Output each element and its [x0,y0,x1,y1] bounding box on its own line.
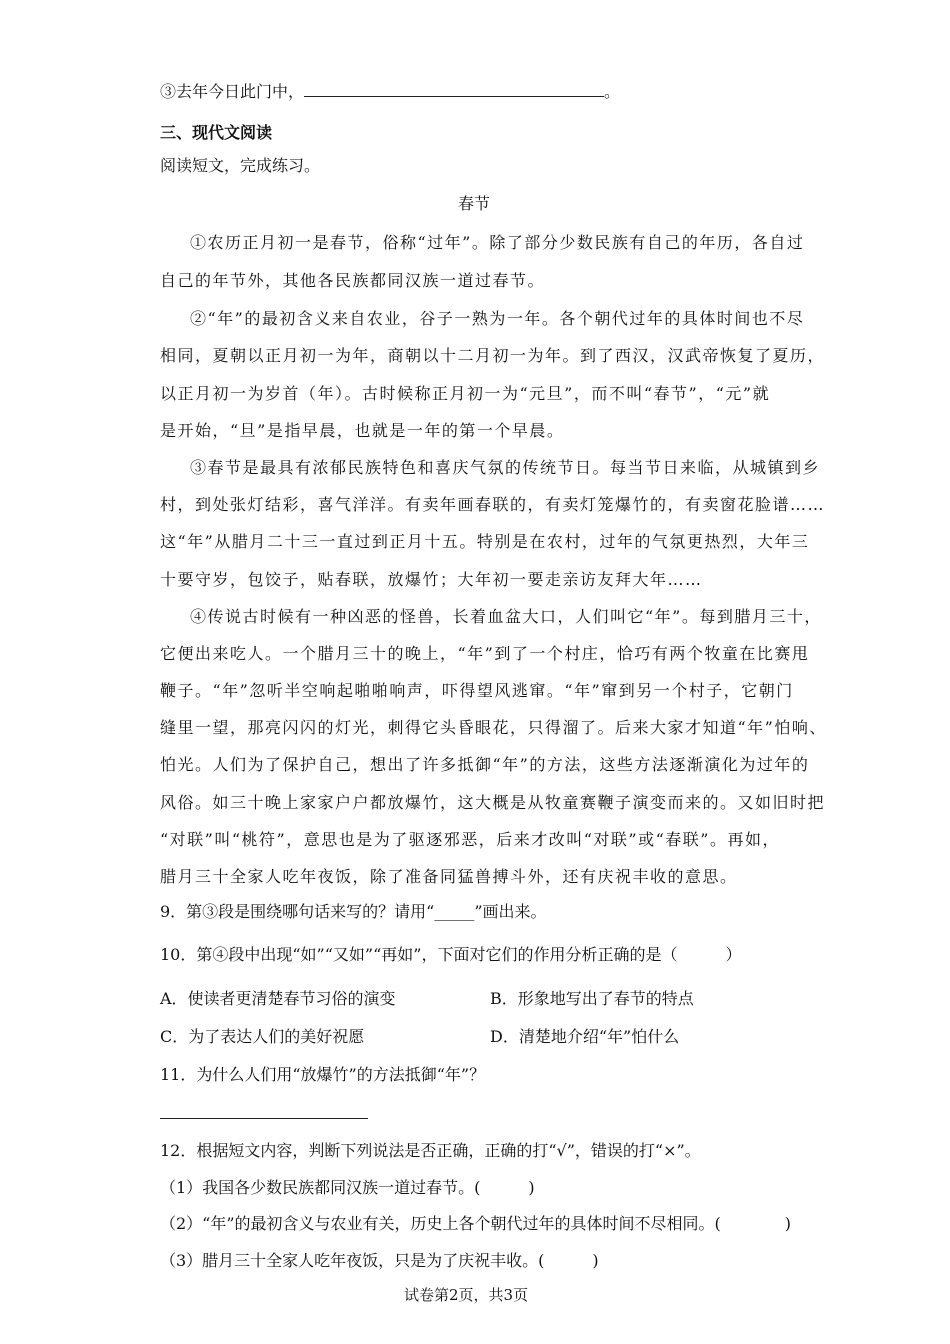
page-footer: 试卷第2页，共3页 [404,1286,529,1304]
article-line: 以正月初一为岁首（年）。古时候称正月初一为“元旦”，而不叫“春节”，“元”就 [160,384,771,403]
article-line: ①农历正月初一是春节，俗称“过年”。除了部分少数民族有自己的年历，各自过 [190,233,805,252]
article-line: “对联”叫“桃符”，意思也是为了驱逐邪恶，后来才改叫“对联”或“春联”。再如， [160,830,780,849]
option-c[interactable]: C．为了表达人们的美好祝愿 [160,1027,365,1046]
article-line: ②“年”的最初含义来自农业，谷子一熟为一年。各个朝代过年的具体时间也不尽 [190,309,805,328]
answer-line[interactable] [160,1118,368,1119]
article-line: 村，到处张灯结彩，喜气洋洋。有卖年画春联的，有卖灯笼爆竹的，有卖窗花脸谱…… [160,495,826,514]
question-11: 11．为什么人们用“放爆竹”的方法抵御“年”？ [160,1065,486,1084]
question-12: 12．根据短文内容，判断下列说法是否正确，正确的打“√”，错误的打“×”。 [160,1141,701,1160]
section-heading: 三、现代文阅读 [160,123,273,142]
judgement-item[interactable]: （2）“年”的最初含义与农业有关，历史上各个朝代过年的具体时间不尽相同。( ) [160,1214,792,1233]
section-instruction: 阅读短文，完成练习。 [160,156,321,175]
article-line: 是开始，“旦”是指早晨，也就是一年的第一个早晨。 [160,421,565,440]
article-line: ③春节是最具有浓郁民族特色和喜庆气氛的传统节日。每当节日来临，从城镇到乡 [190,458,821,477]
option-b[interactable]: B．形象地写出了春节的特点 [490,989,694,1008]
option-a[interactable]: A．使读者更清楚春节习俗的演变 [160,989,396,1008]
article-line: 腊月三十全家人吃年夜饭，除了准备同猛兽搏斗外，还有庆祝丰收的意思。 [160,867,738,886]
article-line: 它便出来吃人。一个腊月三十的晚上，“年”到了一个村庄，恰巧有两个牧童在比赛甩 [160,644,810,663]
question-3-suffix: 。 [604,82,621,101]
judgement-item[interactable]: （3）腊月三十全家人吃年夜饭，只是为了庆祝丰收。( ) [160,1251,599,1270]
article-line: ④传说古时候有一种凶恶的怪兽，长着血盆大口，人们叫它“年”。每到腊月三十， [190,607,822,626]
judgement-item[interactable]: （1）我国各少数民族都同汉族一道过春节。( ) [160,1178,535,1197]
article-line: 鞭子。“年”忽听半空响起啪啪响声，吓得望风逃窜。“年”窜到另一个村子，它朝门 [160,681,794,700]
article-line: 怕光。人们为了保护自己，想出了许多抵御“年”的方法，这些方法逐渐演化为过年的 [160,755,810,774]
answer-blank[interactable] [304,82,604,97]
article-title: 春节 [458,194,491,213]
article-line: 十要守岁，包饺子，贴春联，放爆竹；大年初一要走亲访友拜大年…… [160,570,703,589]
article-line: 自己的年节外，其他各民族都同汉族一道过春节。 [160,271,546,290]
question-3-prefix: ③去年今日此门中， [160,82,305,101]
question-3-fill-line [160,82,620,102]
question-9: 9．第③段是围绕哪句话来写的？请用“_____”画出来。 [160,902,547,921]
question-10: 10．第④段中出现“如”“又如”“再如”，下面对它们的作用分析正确的是（ ） [160,945,742,964]
article-line: 缝里一望，那亮闪闪的灯光，刺得它头昏眼花，只得溜了。后来大家才知道“年”怕响、 [160,718,827,737]
article-line: 这“年”从腊月二十三一直过到正月十五。特别是在农村，过年的气氛更热烈，大年三 [160,532,810,551]
article-line: 相同，夏朝以正月初一为年，商朝以十二月初一为年。到了西汉，汉武帝恢复了夏历， [160,346,826,365]
article-line: 风俗。如三十晚上家家户户都放爆竹，这大概是从牧童赛鞭子演变而来的。又如旧时把 [160,793,826,812]
option-d[interactable]: D．清楚地介绍“年”怕什么 [490,1027,680,1046]
